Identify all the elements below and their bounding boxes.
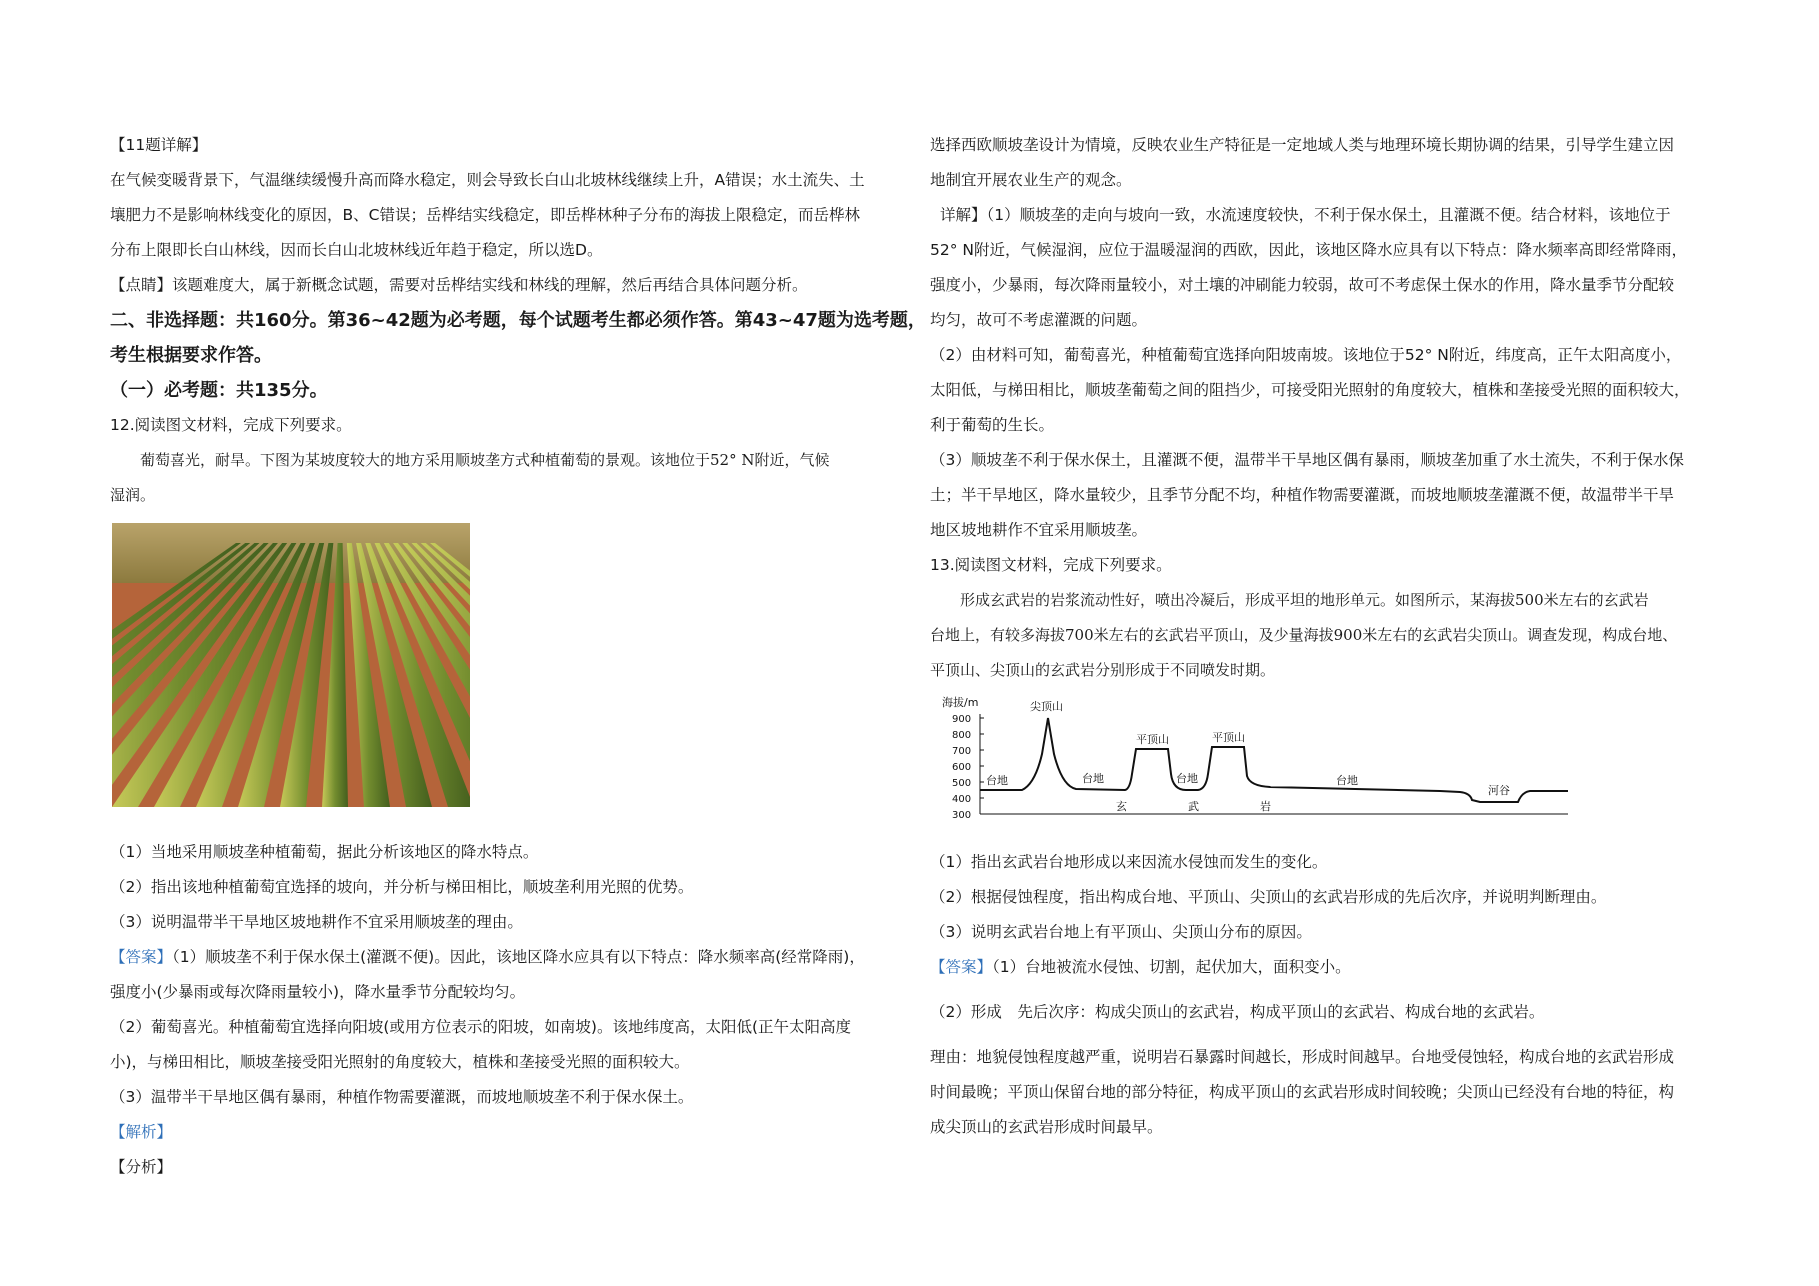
answer-line: （1）台地被流水侵蚀、切割，起伏加大，面积变小。 [992, 958, 1351, 976]
label-yan: 岩 [1260, 800, 1271, 813]
q12-material: 葡萄喜光，耐旱。下图为某坡度较大的地方采用顺坡垄方式种植葡萄的景观。该地位于52° N附近，气候 [140, 451, 830, 469]
xiangjie-line: 太阳低，与梯田相比，顺坡垄葡萄之间的阻挡少，可接受阳光照射的角度较大，植株和垄接受光照的面积较大， [930, 381, 1690, 399]
q13-title: 13.阅读图文材料，完成下列要求。 [930, 556, 1172, 574]
fenxi-tag: 【分析】 [110, 1158, 173, 1176]
xiangjie-line: 利于葡萄的生长。 [930, 416, 1055, 434]
q11-line: 壤肥力不是影响林线变化的原因，B、C错误；岳桦结实线稳定，即岳桦林种子分布的海拔上限稳定，而岳桦林 [110, 206, 860, 224]
answer-line: （1）顺坡垄不利于保水保土(灌溉不便)。因此，该地区降水应具有以下特点：降水频率高(经常降雨)， [172, 948, 865, 966]
label-hegu: 河谷 [1488, 784, 1510, 797]
y-tick: 600 [952, 762, 972, 773]
answer-tag: 【答案】 [930, 958, 993, 976]
right-column [930, 128, 1730, 1145]
left-column [110, 128, 926, 1185]
q12-question: （2）指出该地种植葡萄宜选择的坡向，并分析与梯田相比，顺坡垄利用光照的优势。 [110, 878, 694, 896]
terrain-profile-diagram [940, 694, 1730, 837]
y-tick: 900 [952, 714, 972, 725]
label-taidi-1: 台地 [986, 774, 1008, 787]
xiangjie-line: 土；半干旱地区，降水量较少，且季节分配不均，种植作物需要灌溉，而坡地顺坡垄灌溉不便，故温带半干旱 [930, 486, 1675, 504]
label-wu: 武 [1188, 800, 1199, 813]
label-pingding-2: 平顶山 [1212, 731, 1245, 744]
answer-line: （3）温带半干旱地区偶有暴雨，种植作物需要灌溉，而坡地顺坡垄不利于保水保土。 [110, 1088, 694, 1106]
xiangjie-line: 强度小，少暴雨，每次降雨量较小，对土壤的冲刷能力较弱，故可不考虑保土保水的作用，降水量季节分配较 [930, 276, 1675, 294]
y-tick: 500 [952, 778, 972, 789]
intro-line: 地制宜开展农业生产的观念。 [930, 171, 1132, 189]
xiangjie-line: （3）顺坡垄不利于保水保土，且灌溉不便，温带半干旱地区偶有暴雨，顺坡垄加重了水土流失，不利于保水保 [930, 451, 1684, 469]
xiangjie-line: 地区坡地耕作不宜采用顺坡垄。 [930, 521, 1148, 539]
label-pingding-1: 平顶山 [1136, 733, 1169, 746]
xiangjie-line: 均匀，故可不考虑灌溉的问题。 [930, 311, 1148, 329]
answer-line: 小)，与梯田相比，顺坡垄接受阳光照射的角度较大，植株和垄接受光照的面积较大。 [110, 1053, 690, 1071]
xiangjie-line: 详解】（1）顺坡垄的走向与坡向一致，水流速度较快，不利于保水保土，且灌溉不便。结合材料，该地位于 [940, 206, 1671, 224]
vineyard-photo [112, 523, 470, 807]
q11-line: 在气候变暖背景下，气温继续缓慢升高而降水稳定，则会导致长白山北坡林线继续上升，A错误；水土流失、土 [110, 171, 865, 189]
answer-line: （2）葡萄喜光。种植葡萄宜选择向阳坡(或用方位表示的阳坡，如南坡)。该地纬度高，太阳低(正午太阳高度 [110, 1018, 852, 1036]
subsection-title: （一）必考题：共135分。 [110, 380, 328, 401]
q13-material: 平顶山、尖顶山的玄武岩分别形成于不同喷发时期。 [930, 661, 1276, 679]
reason-line: 时间最晚；平顶山保留台地的部分特征，构成平顶山的玄武岩形成时间较晚；尖顶山已经没有台地的特征，构 [930, 1083, 1675, 1101]
q13-material: 台地上，有较多海拔700米左右的玄武岩平顶山，及少量海拔900米左右的玄武岩尖顶山。调查发现，构成台地、 [930, 626, 1678, 644]
y-tick: 300 [952, 810, 972, 821]
q13-material: 形成玄武岩的岩浆流动性好，喷出冷凝后，形成平坦的地形单元。如图所示，某海拔500米左右的玄武岩 [960, 591, 1649, 609]
q12-title: 12.阅读图文材料，完成下列要求。 [110, 416, 352, 434]
reason-line: 成尖顶山的玄武岩形成时间最早。 [930, 1118, 1163, 1136]
terrain-line [980, 718, 1568, 802]
reason-line: 理由：地貌侵蚀程度越严重，说明岩石暴露时间越长，形成时间越早。台地受侵蚀轻，构成台地的玄武岩形成 [930, 1048, 1675, 1066]
y-tick: 400 [952, 794, 972, 805]
label-taidi-2: 台地 [1082, 772, 1104, 785]
q13-question: （2）根据侵蚀程度，指出构成台地、平顶山、尖顶山的玄武岩形成的先后次序，并说明判断理由。 [930, 888, 1607, 906]
section-title: 考生根据要求作答。 [110, 345, 272, 366]
intro-line: 选择西欧顺坡垄设计为情境，反映农业生产特征是一定地域人类与地理环境长期协调的结果，引导学生建立因 [930, 136, 1675, 154]
xiangjie-line: 52° N附近，气候湿润，应位于温暖湿润的西欧，因此，该地区降水应具有以下特点：降水频率高即经常降雨， [930, 241, 1687, 259]
y-axis-title: 海拔/m [942, 696, 979, 709]
q13-question: （3）说明玄武岩台地上有平顶山、尖顶山分布的原因。 [930, 923, 1312, 941]
q12-question: （1）当地采用顺坡垄种植葡萄，据此分析该地区的降水特点。 [110, 843, 539, 861]
answer-tag: 【答案】 [110, 948, 173, 966]
y-tick: 700 [952, 746, 972, 757]
answer-line: （2）形成 先后次序：构成尖顶山的玄武岩，构成平顶山的玄武岩、构成台地的玄武岩。 [930, 1003, 1545, 1021]
q11-line: 分布上限即长白山林线，因而长白山北坡林线近年趋于稳定，所以选D。 [110, 241, 603, 259]
answer-line: 强度小(少暴雨或每次降雨量较小)，降水量季节分配较均匀。 [110, 983, 526, 1001]
label-taidi-3: 台地 [1176, 772, 1198, 785]
section-title: 二、非选择题：共160分。第36~42题为必考题，每个试题考生都必须作答。第43~47题为选考题， [110, 310, 926, 331]
label-jianding: 尖顶山 [1030, 700, 1063, 713]
q12-material: 湿润。 [110, 486, 156, 504]
xiangjie-line: （2）由材料可知，葡萄喜光，种植葡萄宜选择向阳坡南坡。该地位于52° N附近，纬度高，正午太阳高度小， [930, 346, 1682, 364]
q13-question: （1）指出玄武岩台地形成以来因流水侵蚀而发生的变化。 [930, 853, 1328, 871]
q12-question: （3）说明温带半干旱地区坡地耕作不宜采用顺坡垄的理由。 [110, 913, 523, 931]
q11-header: 【11题详解】 [110, 136, 208, 154]
label-xuan: 玄 [1116, 800, 1127, 813]
dianjing: 【点睛】该题难度大，属于新概念试题，需要对岳桦结实线和林线的理解，然后再结合具体问题分析。 [110, 276, 808, 294]
label-taidi-4: 台地 [1336, 774, 1358, 787]
y-tick: 800 [952, 730, 972, 741]
jiexi-tag: 【解析】 [110, 1123, 173, 1141]
